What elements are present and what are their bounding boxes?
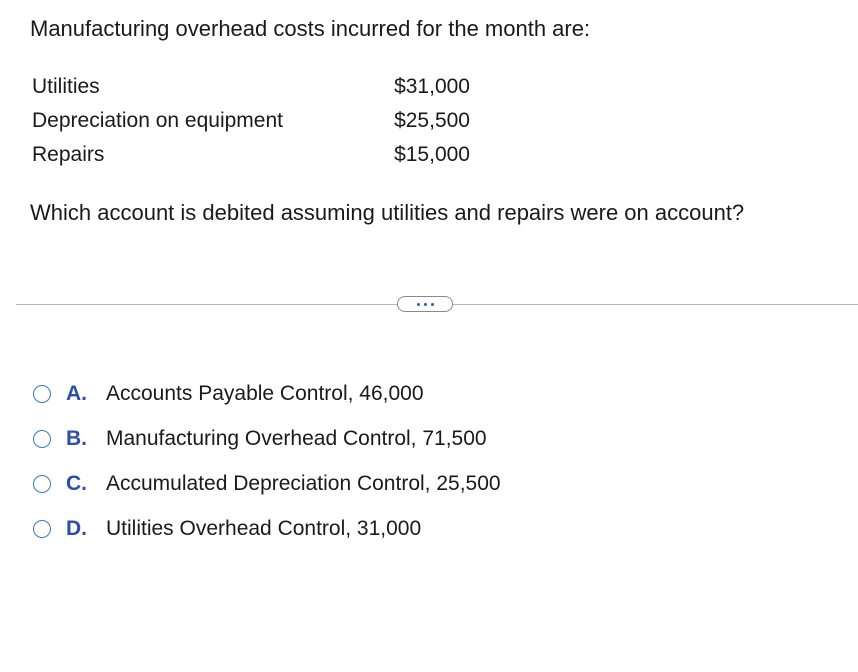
radio-button-icon[interactable]	[33, 385, 51, 403]
answer-option-d[interactable]	[33, 506, 501, 551]
radio-button-icon[interactable]	[33, 430, 51, 448]
problem-intro: Manufacturing overhead costs incurred for the month are:	[30, 16, 591, 41]
radio-button-icon[interactable]	[33, 520, 51, 538]
option-letter: A.	[66, 381, 87, 405]
question-text: Which account is debited assuming utilities and repairs were on account?	[30, 200, 745, 225]
answer-options	[33, 371, 501, 551]
ellipsis-icon	[424, 303, 427, 306]
answer-option-c[interactable]	[33, 461, 501, 506]
option-letter: C.	[66, 471, 87, 495]
option-letter: D.	[66, 516, 87, 540]
cost-label: Repairs	[32, 143, 105, 166]
option-text: Accumulated Depreciation Control, 25,500	[106, 471, 501, 495]
overhead-costs-table	[32, 70, 482, 172]
cost-amount: $31,000	[394, 75, 470, 98]
cost-label: Utilities	[32, 75, 100, 98]
answer-option-b[interactable]	[33, 416, 501, 461]
cost-row-repairs	[32, 138, 482, 172]
cost-row-depreciation	[32, 104, 482, 138]
expand-more-button[interactable]	[397, 296, 453, 312]
option-text: Utilities Overhead Control, 31,000	[106, 516, 422, 540]
radio-button-icon[interactable]	[33, 475, 51, 493]
answer-option-a[interactable]	[33, 371, 501, 416]
cost-amount: $15,000	[394, 143, 470, 166]
option-text: Accounts Payable Control, 46,000	[106, 381, 424, 405]
option-letter: B.	[66, 426, 87, 450]
ellipsis-icon	[431, 303, 434, 306]
ellipsis-icon	[417, 303, 420, 306]
cost-label: Depreciation on equipment	[32, 109, 283, 132]
cost-row-utilities	[32, 70, 482, 104]
option-text: Manufacturing Overhead Control, 71,500	[106, 426, 487, 450]
cost-amount: $25,500	[394, 109, 470, 132]
